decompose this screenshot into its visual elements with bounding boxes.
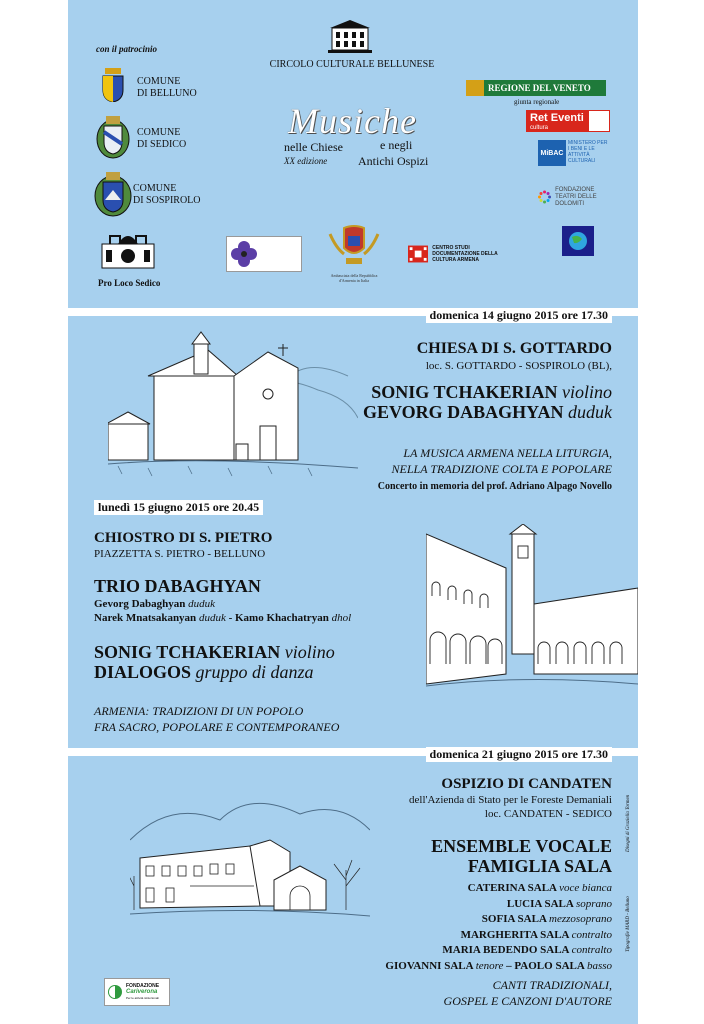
circolo-logo <box>328 18 372 54</box>
event3-theme1: CANTI TRADIZIONALI, <box>492 978 612 992</box>
event3-group2: FAMIGLIA SALA <box>467 856 612 876</box>
event3-date: domenica 21 giugno 2015 ore 17.30 <box>426 747 612 762</box>
event1-theme1: LA MUSICA ARMENA NELLA LITURGIA, <box>403 446 612 460</box>
event1-date: domenica 14 giugno 2015 ore 17.30 <box>426 308 612 323</box>
armenian-flower-logo <box>226 236 302 272</box>
comune-sedico: COMUNE DI SEDICO <box>137 127 187 150</box>
event3-location2: loc. CANDATEN - SEDICO <box>484 808 612 820</box>
member-row: CATERINA SALA voce bianca <box>467 882 612 894</box>
musiche-sub1: nelle Chiese <box>284 140 343 154</box>
fondazione-flower-icon <box>538 184 551 210</box>
member-row: SOFIA SALA mezzosoprano <box>481 913 612 925</box>
event2-member1: Gevorg Dabaghyan duduk <box>94 598 216 610</box>
mibac-logo: MiBAC MINISTERO PER I BENI E LE ATTIVITÀ CULTURALI <box>538 140 610 166</box>
musiche-sub2: e negli <box>380 138 413 152</box>
reteventi-logo: Ret Eventi cultura <box>526 110 610 132</box>
event3-location1: dell'Azienda di Stato per le Foreste Demaniali <box>409 794 612 806</box>
cloister-drawing <box>426 524 638 701</box>
member-row: GIOVANNI SALA tenore – PAOLO SALA basso <box>385 959 612 972</box>
comune-belluno: COMUNE DI BELLUNO <box>137 76 197 99</box>
forget-me-not-icon <box>231 241 257 267</box>
print-credit: Tipografie MARD - Belluno <box>626 896 631 952</box>
event1-memorial: Concerto in memoria del prof. Adriano Alpago Novello <box>377 481 612 492</box>
church-drawing <box>108 328 358 483</box>
centro-studi-logo: CENTRO STUDI DOCUMENTAZIONE DELLA CULTURA ARMENA <box>408 236 518 272</box>
event1-performer2: GEVORG DABAGHYAN duduk <box>363 402 612 422</box>
regione-veneto-logo: REGIONE DEL VENETO <box>466 80 606 96</box>
drawings-credit: Disegni di Graziella Tormen <box>626 794 631 852</box>
event2-group: TRIO DABAGHYAN <box>94 576 261 596</box>
event2-theme2: FRA SACRO, POPOLARE E CONTEMPORANEO <box>94 720 340 734</box>
event2-performer1: SONIG TCHAKERIAN violino <box>94 642 335 662</box>
event2-member2-3: Narek Mnatsakanyan duduk - Kamo Khachatryan dhol <box>94 612 352 624</box>
event2-venue: CHIOSTRO DI S. PIETRO <box>94 530 273 546</box>
belluno-crest-icon <box>102 68 124 107</box>
musiche-sub3: Antichi Ospizi <box>358 154 429 168</box>
sedico-crest-icon <box>96 114 130 165</box>
event3-venue: OSPIZIO DI CANDATEN <box>441 776 612 792</box>
event1-location: loc. S. GOTTARDO - SOSPIROLO (BL), <box>425 360 612 372</box>
event2-location: PIAZZETTA S. PIETRO - BELLUNO <box>94 548 266 560</box>
member-row: LUCIA SALA soprano <box>506 897 612 910</box>
musiche-title <box>280 100 440 176</box>
event2-date: lunedì 15 giugno 2015 ore 20.45 <box>94 500 263 515</box>
ospizio-drawing <box>130 790 370 935</box>
giunta-label: giunta regionale <box>514 98 560 106</box>
circolo-title: CIRCOLO CULTURALE BELLUNESE <box>269 59 435 70</box>
proloco-label: Pro Loco Sedico <box>98 278 161 288</box>
event2-theme1: ARMENIA: TRADIZIONI DI UN POPOLO <box>94 704 304 718</box>
musiche-script: Musiche <box>288 101 417 141</box>
member-row: MARGHERITA SALA contralto <box>460 928 612 941</box>
event3-theme2: GOSPEL E CANZONI D'AUTORE <box>443 994 612 1008</box>
comune-sospirolo: COMUNE DI SOSPIROLO <box>133 183 201 206</box>
armenia-embassy-logo: Ambasciata della Repubblica d'Armenia in Italia <box>328 224 380 280</box>
fondazione-teatri-logo: FONDAZIONE TEATRI DELLE DOLOMITI <box>538 180 612 214</box>
globe-logo-icon <box>562 226 594 261</box>
event3-members <box>385 881 612 974</box>
event1-performer1: SONIG TCHAKERIAN violino <box>371 382 612 402</box>
event3-group1: ENSEMBLE VOCALE <box>431 836 612 856</box>
centro-studi-icon <box>408 239 428 269</box>
event1-theme2: NELLA TRADIZIONE COLTA E POPOLARE <box>391 462 612 476</box>
member-row: MARIA BEDENDO SALA contralto <box>442 944 612 956</box>
event2-performer2: DIALOGOS gruppo di danza <box>94 662 314 682</box>
proloco-emblem-icon <box>96 228 160 277</box>
musiche-edition: XX edizione <box>284 156 328 166</box>
sospirolo-crest-icon <box>94 170 132 223</box>
event1-venue: CHIESA DI S. GOTTARDO <box>416 340 612 357</box>
armenia-coat-icon <box>328 224 380 268</box>
cariverona-logo: FONDAZIONE Cariverona Per le attività istituzionali <box>104 978 170 1006</box>
cariverona-icon <box>107 984 123 1000</box>
patrocinio-label: con il patrocinio <box>96 44 158 54</box>
